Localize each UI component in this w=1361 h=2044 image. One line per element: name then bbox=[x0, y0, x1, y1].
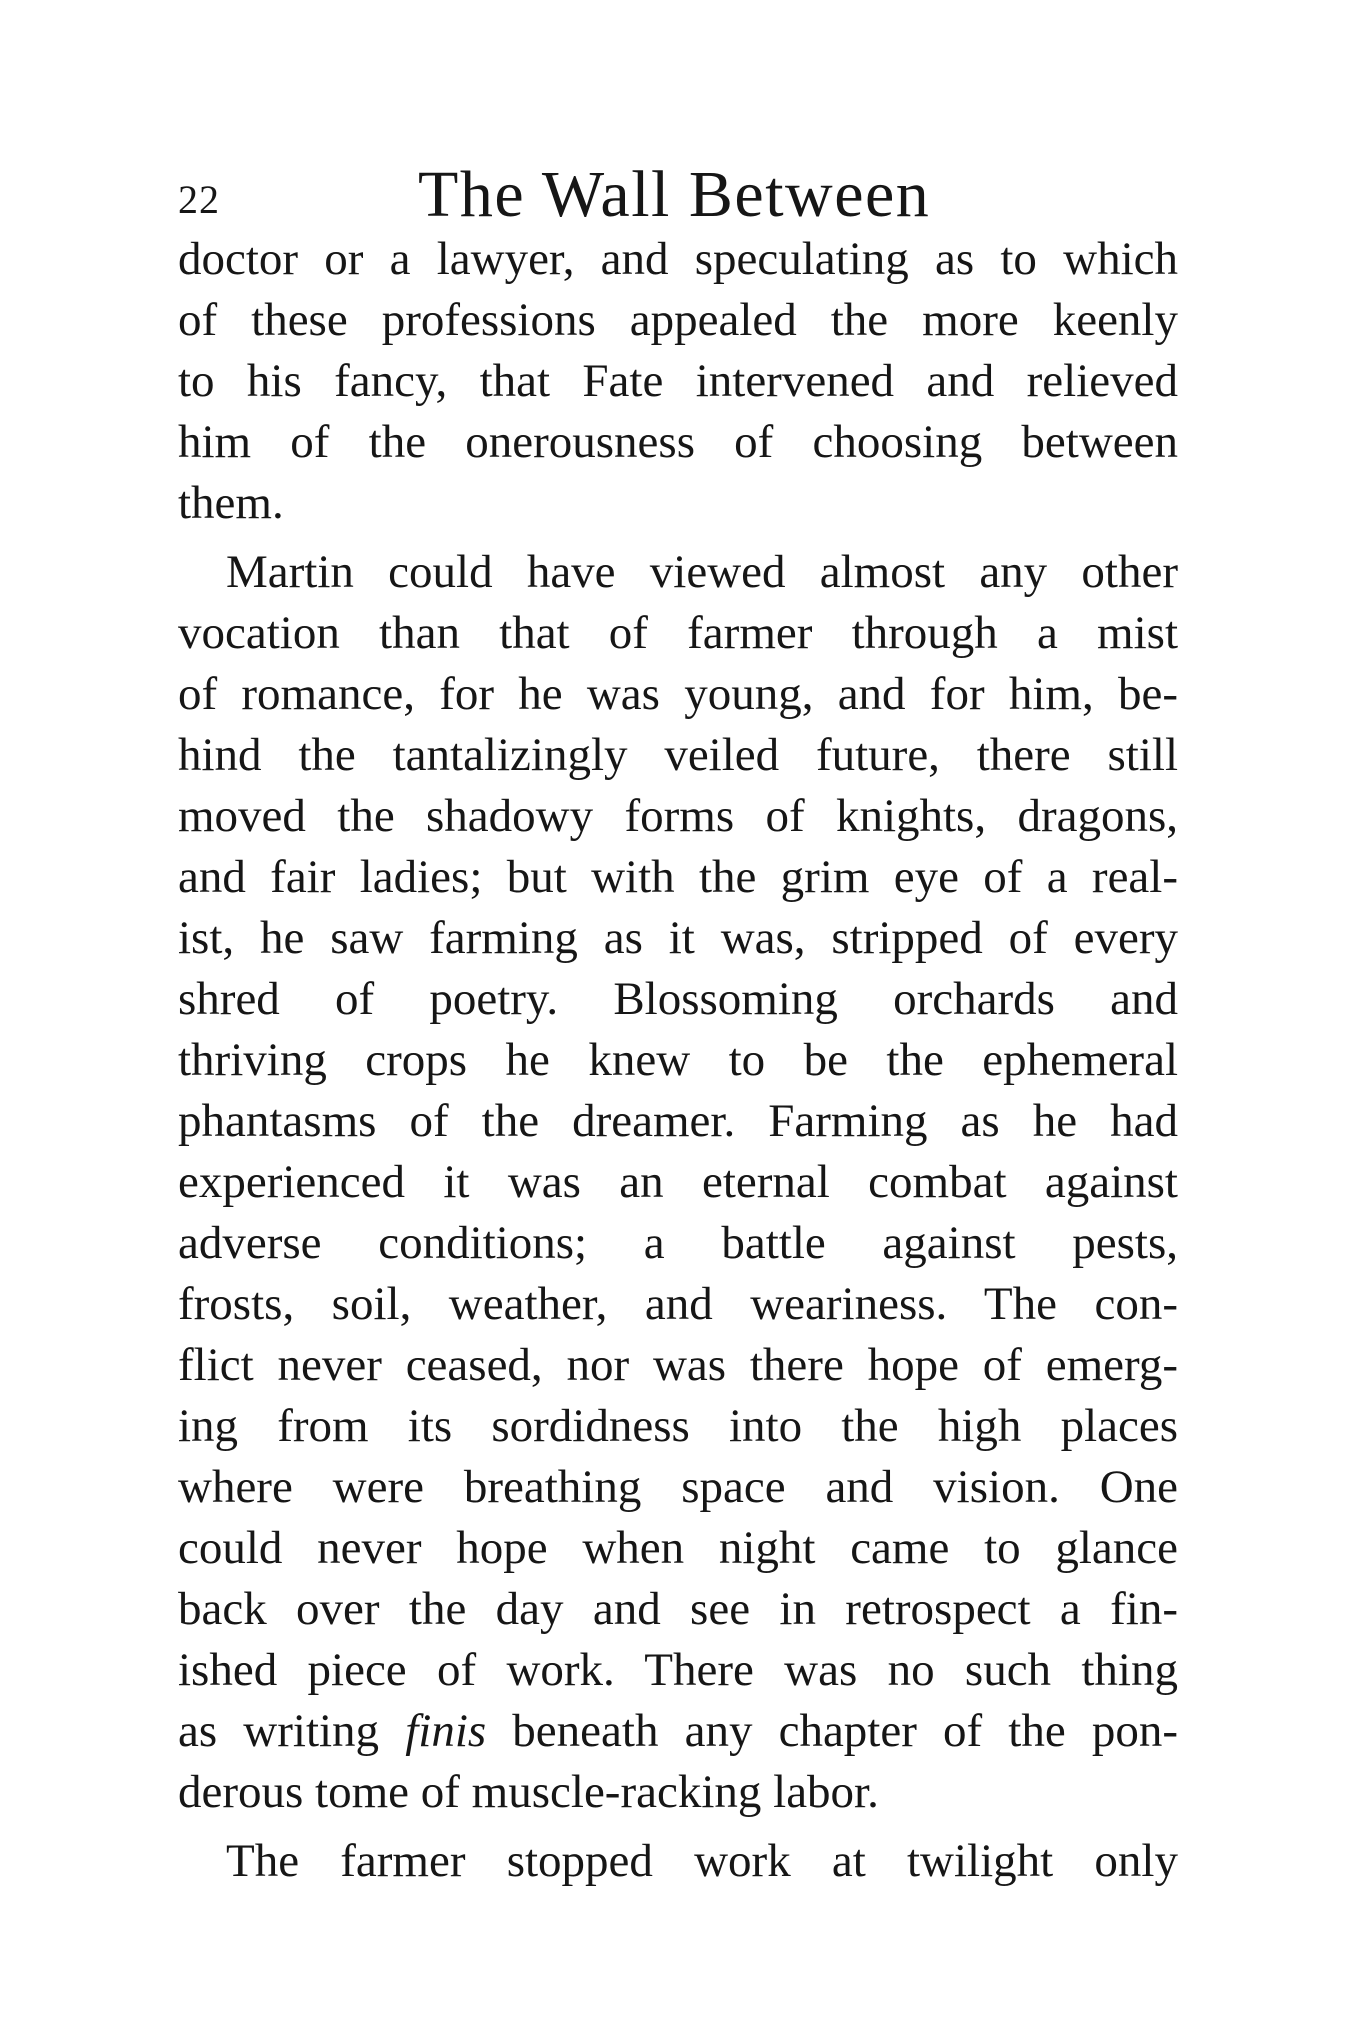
text-line: to his fancy, that Fate intervened and relieved bbox=[178, 355, 1178, 407]
text-line: of romance, for he was young, and for him, be- bbox=[178, 668, 1178, 720]
text-line: frosts, soil, weather, and weariness. The con- bbox=[178, 1278, 1178, 1330]
text-line: ished piece of work. There was no such thing bbox=[178, 1644, 1178, 1696]
text-line: flict never ceased, nor was there hope of emerg- bbox=[178, 1339, 1178, 1391]
text-line: adverse conditions; a battle against pests, bbox=[178, 1217, 1178, 1269]
text-line: moved the shadowy forms of knights, dragons, bbox=[178, 790, 1178, 842]
text-line: them. bbox=[178, 477, 284, 529]
text-line: and fair ladies; but with the grim eye of a real- bbox=[178, 851, 1178, 903]
text-line: doctor or a lawyer, and speculating as to which bbox=[178, 233, 1178, 285]
text-line: back over the day and see in retrospect a fin- bbox=[178, 1583, 1178, 1635]
running-title: The Wall Between bbox=[418, 158, 931, 231]
text-line: of these professions appealed the more keenly bbox=[178, 294, 1178, 346]
text-line: hind the tantalizingly veiled future, there still bbox=[178, 729, 1178, 781]
page-number: 22 bbox=[178, 177, 220, 222]
paragraph-first-line: Martin could have viewed almost any other bbox=[226, 546, 1178, 598]
text-line: could never hope when night came to glance bbox=[178, 1522, 1178, 1574]
text-line: ing from its sordidness into the high places bbox=[178, 1400, 1178, 1452]
text-line: where were breathing space and vision. One bbox=[178, 1461, 1178, 1513]
italic-word: finis bbox=[405, 1705, 487, 1757]
text-line-with-italic bbox=[178, 1701, 1178, 1762]
text-line: derous tome of muscle-racking labor. bbox=[178, 1766, 879, 1818]
body-text bbox=[178, 229, 1178, 1892]
text-line: him of the onerousness of choosing between bbox=[178, 416, 1178, 468]
text-line: ist, he saw farming as it was, stripped of every bbox=[178, 912, 1178, 964]
text-run: as writing bbox=[178, 1705, 406, 1757]
text-run: beneath any chapter of the pon- bbox=[486, 1705, 1179, 1757]
text-line: experienced it was an eternal combat against bbox=[178, 1156, 1178, 1208]
text-line: thriving crops he knew to be the ephemeral bbox=[178, 1034, 1178, 1086]
text-line: vocation than that of farmer through a mist bbox=[178, 607, 1178, 659]
text-line: shred of poetry. Blossoming orchards and bbox=[178, 973, 1178, 1025]
paragraph-first-line: The farmer stopped work at twilight only bbox=[226, 1835, 1178, 1887]
text-line: phantasms of the dreamer. Farming as he had bbox=[178, 1095, 1178, 1147]
